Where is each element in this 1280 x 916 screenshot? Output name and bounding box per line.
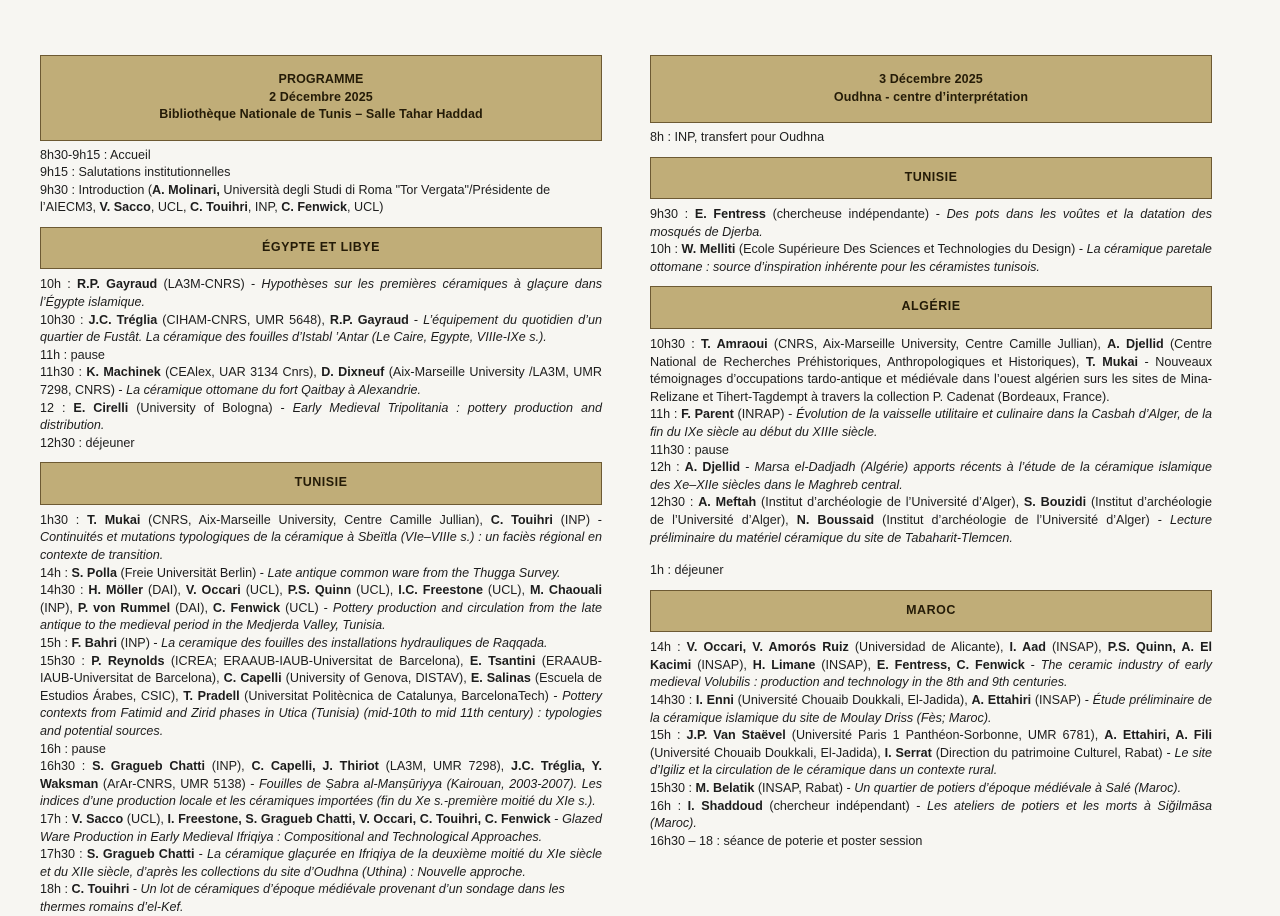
section-algerie-entries [650,336,1212,580]
entry-item: 16h : pause [40,741,106,756]
entry-item: 14h : V. Occari, V. Amorós Ruiz (Universidad de Alicante), I. Aad (INSAP), P.S. Quinn, A. El Kacimi (INSAP), H. Limane (INSAP), E. Fentress, C. Fenwick - The ceramic industry of early medieval Volubilis : production and technology in the 8th and 9th centuries. [650,640,1212,690]
entry-item: 10h : R.P. Gayraud (LA3M-CNRS) - Hypothèses sur les premières céramiques à glaçure dans l’Égypte islamique. [40,277,603,309]
day2-venue: Oudhna - centre d’interprétation [833,89,1029,104]
entry-item: 1h : déjeuner [650,563,724,578]
entry-item: 12h : A. Djellid - Marsa el-Dadjadh (Algérie) apports récents à l’étude de la céramique islamique des Xe–XIIe siècles dans le Maghreb central. [650,460,1212,492]
entry-item: 18h : C. Touihri - Un lot de céramiques d’époque médiévale provenant d’un sondage dans les thermes romains d’el-Kef. [40,882,565,914]
entry-item: 1h30 : T. Mukai (CNRS, Aix-Marseille University, Centre Camille Jullian), C. Touihri (INP) - Continuités et mutations typologiques de la céramique à Sbeïtla (VIe–VIIIe s.) : un faciès régional en contexte de transition. [40,512,603,562]
section-title: ÉGYPTE ET LIBYE [262,239,380,254]
entry-item: 15h : F. Bahri (INP) - La ceramique des fouilles des installations hydrauliques de Raqqada. [40,635,548,650]
day2-date: 3 Décembre 2025 [879,72,983,86]
section-banner-maroc [650,590,1212,633]
entry-item: 11h30 : pause [650,442,729,457]
day1-column [40,55,603,914]
entry-item: 12h30 : déjeuner [40,435,135,450]
entry-item: 10h : W. Melliti (Ecole Supérieure Des Sciences et Technologies du Design) - La céramique paretale ottomane : source d’inspiration inhérente pour les céramistes tunisois. [650,242,1212,274]
day2-column [650,55,1212,906]
section-banner-tunisie-day1 [40,462,602,505]
entry-item: 12 : E. Cirelli (University of Bologna) - Early Medieval Tripolitania : pottery production and distribution. [40,400,602,433]
entry-item: 14h30 : I. Enni (Université Chouaib Doukkali, El-Jadida), A. Ettahiri (INSAP) - Étude préliminaire de la céramique islamique du site de Moulay Driss (Fès; Maroc). [650,692,1212,725]
entry-item: 15h30 : M. Belatik (INSAP, Rabat) - Un quartier de potiers d’époque médiévale à Salé (Maroc). [650,780,1182,795]
section-banner-tunisie-day2 [650,157,1212,200]
entry-item: 15h30 : P. Reynolds (ICREA; ERAAUB-IAUB-Universitat de Barcelona), E. Tsantini (ERAAUB-IAUB-Universitat de Barcelona), C. Capelli (University of Genova, DISTAV), E. Salinas (Escuela de Estudios Árabes, CSIC), T. Pradell (Universitat Politècnica de Catalunya, BarcelonaTech) - Pottery contexts from Fatimid and Zirid phases in Utica (Tunisia) (mid-10th to mid 11th century) : typologies and potential sources. [40,653,603,738]
entry-item: 10h30 : T. Amraoui (CNRS, Aix-Marseille University, Centre Camille Jullian), A. Djellid (Centre National de Recherches Préhistoriques, Anthropologiques et Historiques), T. Mukai - Nouveaux témoignages d’occupations tardo-antique et médiévale dans l’ouest algérien surs les sites de Mina-Relizane et Tihert-Tagdempt à travers la collection P. Cadenat (Bordeaux, France). [650,336,1212,404]
entry-item: 17h30 : S. Gragueb Chatti - La céramique glaçurée en Ifriqiya de la deuxième moitié du XIe siècle et du XIIe siècle, d’après les collections du site d’Oudhna (Uthina) : Nouvelle approche. [40,847,602,879]
entry-item: 9h30 : E. Fentress (chercheuse indépendante) - Des pots dans les voûtes et la datation des mosqués de Djerba. [650,207,1212,239]
day1-header-banner [40,55,602,141]
section-banner-egypte-libye [40,227,602,270]
section-title: ALGÉRIE [901,299,961,314]
entry-item: 11h : pause [40,347,105,362]
entry-item: 8h30-9h15 : Accueil [40,147,151,162]
entry-item: 17h : V. Sacco (UCL), I. Freestone, S. Gragueb Chatti, V. Occari, C. Touihri, C. Fenwick - Glazed Ware Production in Early Medieval Ifriqiya : Compositional and Technological Approaches. [40,811,603,844]
section-maroc-entries [650,639,1212,850]
section-banner-algerie [650,286,1212,329]
entry-item: 16h30 : S. Gragueb Chatti (INP), C. Capelli, J. Thiriot (LA3M, UMR 7298), J.C. Tréglia, Y. Waksman (ArAr-CNRS, UMR 5138) - Fouilles de Ṣabra al-Manṣūriyya (Kairouan, 2003-2007). Les indices d’une production locale et les céramiques importées (fin du Xe s.-première moitié du XIe s.). [40,759,603,809]
day1-venue: Bibliothèque Nationale de Tunis – Salle Tahar Haddad [159,107,483,121]
entry-item: 15h : J.P. Van Staëvel (Université Paris 1 Panthéon-Sorbonne, UMR 6781), A. Ettahiri, A. Fili (Université Chouaib Doukkali, El-Jadida), I. Serrat (Direction du patrimoine Culturel, Rabat) - Le site d’Igiliz et la circulation de le céramique dans un contexte rural. [650,728,1213,778]
day2-transfer-entry [650,129,1212,147]
day2-header-banner [650,55,1212,123]
day1-date: 2 Décembre 2025 [269,89,373,104]
section-tunisie-day1-entries [40,512,602,916]
day1-title: PROGRAMME [278,72,364,86]
entry-item: 8h : INP, transfert pour Oudhna [650,130,825,144]
entry-item: 14h : S. Polla (Freie Universität Berlin) - Late antique common ware from the Thugga Survey. [40,565,561,580]
section-title: TUNISIE [294,475,348,490]
entry-item: 16h30 – 18 : séance de poterie et poster session [650,833,923,848]
entry-item: 11h30 : K. Machinek (CEAlex, UAR 3134 Cnrs), D. Dixneuf (Aix-Marseille University /LA3M, UMR 7298, CNRS) - La céramique ottomane du fort Qaitbay à Alexandrie. [40,365,602,397]
section-tunisie-day2-entries [650,206,1212,276]
day1-opening-entries [40,147,602,217]
spacer [650,547,1212,562]
entry-item: 10h30 : J.C. Tréglia (CIHAM-CNRS, UMR 5648), R.P. Gayraud - L’équipement du quotidien d’un quartier de Fustât. La céramique des fouilles d’Istabl ’Antar (Le Caire, Egypte, VIIIe-IXe s.). [40,312,602,345]
section-title: MAROC [906,602,956,617]
entry-item: 11h : F. Parent (INRAP) - Évolution de la vaisselle utilitaire et culinaire dans la Casbah d’Alger, de la fin du IXe siècle au début du XIIIe siècle. [650,407,1212,439]
entry-item: 9h30 : Introduction (A. Molinari, Università degli Studi di Roma "Tor Vergata"/Présidente de l’AIECM3, V. Sacco, UCL, C. Touihri, INP, C. Fenwick, UCL) [40,182,551,215]
section-title: TUNISIE [904,169,958,184]
entry-item: 14h30 : H. Möller (DAI), V. Occari (UCL), P.S. Quinn (UCL), I.C. Freestone (UCL), M. Chaouali (INP), P. von Rummel (DAI), C. Fenwick (UCL) - Pottery production and circulation from the late antique to the medieval period in the Medjerda Valley, Tunisia. [40,583,603,633]
section-egypte-libye-entries [40,276,602,452]
entry-item: 12h30 : A. Meftah (Institut d’archéologie de l’Université d’Alger), S. Bouzidi (Institut d’archéologie de l’Université d’Alger), N. Boussaid (Institut d’archéologie de l’Université d’Alger) - Lecture préliminaire du matériel céramique du site de Tabaharit-Tlemcen. [650,495,1212,545]
entry-item: 16h : I. Shaddoud (chercheur indépendant) - Les ateliers de potiers et les morts à Siǧilmāsa (Maroc). [650,798,1213,831]
entry-item: 9h15 : Salutations institutionnelles [40,165,231,180]
